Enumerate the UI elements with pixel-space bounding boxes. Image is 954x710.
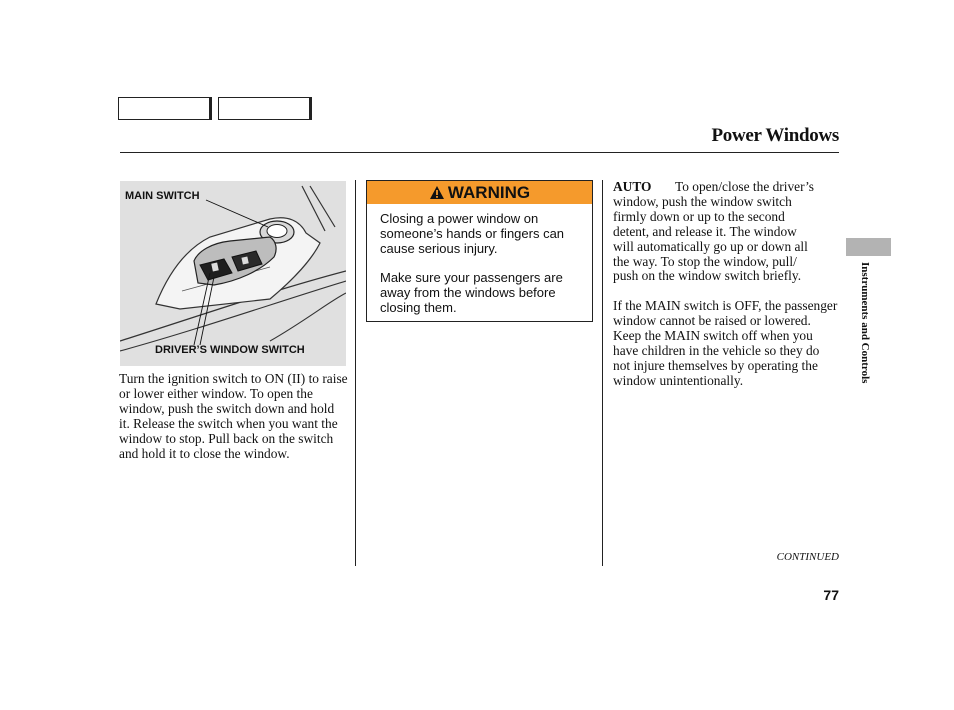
warning-paragraph-1: Closing a power window on someone’s hands or fingers can cause serious injury. (380, 211, 565, 256)
auto-line-0 (613, 180, 839, 195)
section-label-text: Instruments and Controls (859, 262, 871, 384)
nav-box-1 (118, 97, 210, 120)
warning-box (366, 180, 593, 322)
ignition-paragraph: Turn the ignition switch to ON (II) to raise or lower either window. To open the window, push the switch down and hold it. Release the switch when you want the window to stop. Pull back on the switch and hold it to close the window. (119, 371, 348, 461)
warning-heading: WARNING (447, 183, 531, 202)
title-rule (120, 152, 839, 153)
door-panel-drawing (120, 181, 346, 366)
continued-note: CONTINUED (776, 551, 839, 563)
window-switch-illustration (120, 181, 346, 366)
column-divider-1 (355, 180, 356, 566)
main-switch-label: MAIN SWITCH (125, 190, 200, 202)
main-switch-paragraph: If the MAIN switch is OFF, the passenger window cannot be raised or lowered. Keep the MAIN switch off when you have children in the vehicle so they do not injure themselves by operating the window unintentionally. (613, 298, 838, 388)
auto-text-4: will automatically go up or down all (613, 238, 808, 254)
auto-text-2: firmly down or up to the second (613, 208, 785, 224)
section-tab (846, 238, 891, 256)
nav-box-2 (218, 97, 310, 120)
driver-window-switch-label: DRIVER’S WINDOW SWITCH (155, 344, 305, 356)
warning-paragraph-2: Make sure your passengers are away from the windows before closing them. (380, 270, 563, 315)
auto-text-1: window, push the window switch (613, 193, 792, 209)
auto-text-0: To open/close the driver’s (675, 179, 815, 194)
auto-text-6: push on the window switch briefly. (613, 268, 802, 284)
page-title: Power Windows (711, 125, 839, 146)
auto-label: AUTO (613, 179, 652, 194)
auto-text-5: the way. To stop the window, pull/ (613, 253, 797, 269)
auto-text-3: detent, and release it. The window (613, 223, 797, 239)
warning-header (367, 181, 592, 204)
section-label (859, 262, 873, 412)
page-number: 77 (823, 587, 839, 603)
warning-triangle-icon (429, 185, 445, 200)
column-divider-2 (602, 180, 603, 566)
auto-section (613, 180, 839, 284)
